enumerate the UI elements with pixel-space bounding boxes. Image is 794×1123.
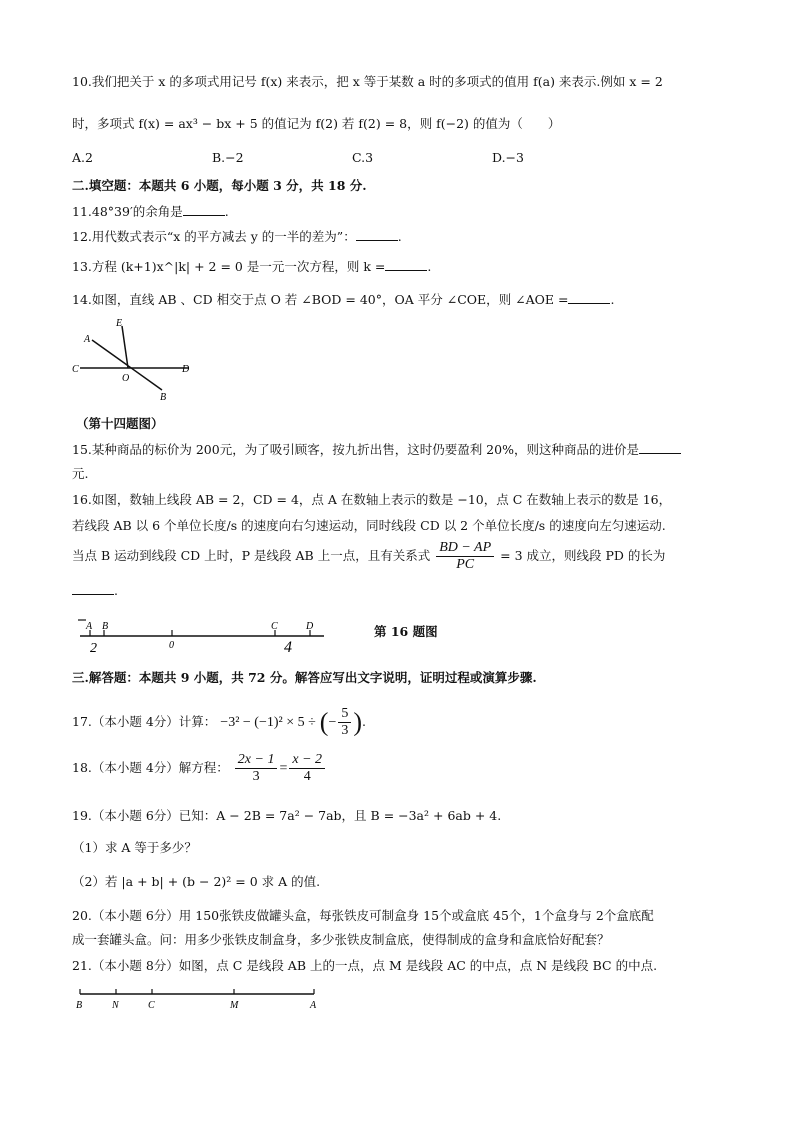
q16-line1: 16.如图，数轴上线段 AB = 2，CD = 4，点 A 在数轴上表示的数是 −10，点 C 在数轴上表示的数是 16， (72, 492, 672, 507)
q19-line1: 19.（本小题 6分）已知：A − 2B = 7a² − 7ab，且 B = −3a² + 6ab + 4. (72, 808, 502, 823)
label-c: C (271, 621, 278, 632)
figure-21 (72, 986, 332, 1016)
fig14-caption: （第十四题图） (76, 416, 164, 431)
frac-denominator: 4 (303, 769, 311, 784)
minus-sign: − (328, 715, 337, 730)
answer-blank (639, 441, 681, 454)
frac-denominator: PC (456, 557, 475, 572)
option-b: B.−2 (212, 150, 244, 165)
label-c: C (148, 1000, 155, 1011)
q20-line1: 20.（本小题 6分）用 150张铁皮做罐头盒，每张铁皮可制盒身 15个或盒底 45个，1个盒身与 2个盒底配 (72, 908, 654, 923)
q15-line2: 元. (72, 466, 89, 481)
q12: 12.用代数式表示“x 的平方减去 y 的一半的差为”： . (72, 229, 402, 244)
fig16-caption: 第 16 题图 (374, 624, 438, 639)
figure-14 (70, 314, 200, 404)
section3-title: 三.解答题：本题共 9 小题，共 72 分。解答应写出文字说明，证明过程或演算步骤. (72, 670, 537, 685)
answer-blank (183, 203, 225, 216)
label-b: B (76, 1000, 83, 1011)
frac-numerator: BD − AP (436, 540, 494, 557)
paren-open: ( (319, 707, 329, 737)
frac-denominator: 3 (252, 769, 260, 784)
q14-text: 14.如图，直线 AB 、CD 相交于点 O 若 ∠BOD = 40°，OA 平分 ∠COE，则 ∠AOE = (72, 292, 569, 307)
label-b: B (102, 621, 109, 632)
q10-line1: 10.我们把关于 x 的多项式用记号 f(x) 来表示，把 x 等于某数 a 时的多项式的值用 f(a) 来表示.例如 x = 2 (72, 74, 663, 89)
q13: 13.方程 (k+1)x^|k| + 2 = 0 是一元一次方程，则 k = . (72, 259, 432, 274)
label-n: N (112, 1000, 119, 1011)
answer-blank (356, 228, 398, 241)
handwritten-2: 2 (90, 641, 97, 656)
label-d: D (306, 621, 314, 632)
q18-left-fraction (235, 752, 278, 785)
q19-sub2: （2）若 |a + b| + (b − 2)² = 0 求 A 的值. (72, 874, 321, 889)
frac-numerator: x − 2 (289, 752, 325, 769)
q14: 14.如图，直线 AB 、CD 相交于点 O 若 ∠BOD = 40°，OA 平分 ∠COE，则 ∠AOE = . (72, 292, 615, 307)
q11-text: 11.48°39′的余角是 (72, 204, 183, 219)
answer-blank (568, 291, 610, 304)
q13-text: 13.方程 (k+1)x^|k| + 2 = 0 是一元一次方程，则 k = (72, 259, 386, 274)
paren-close: ) (353, 707, 363, 737)
option-c: C.3 (352, 150, 374, 165)
q12-text: 12.用代数式表示“x 的平方减去 y 的一半的差为”： (72, 229, 356, 244)
label-e: E (116, 318, 123, 329)
q16-line2: 若线段 AB 以 6 个单位长度/s 的速度向右匀速运动，同时线段 CD 以 2 个单位长度/s 的速度向左匀速运动. (72, 518, 666, 533)
option-d: D.−3 (492, 150, 524, 165)
answer-blank (72, 582, 114, 595)
q18-text: 18.（本小题 4分）解方程： (72, 760, 229, 775)
q10-line2: 时，多项式 f(x) = ax³ − bx + 5 的值记为 f(2) 若 f(2) = 8，则 f(−2) 的值为（ ） (72, 116, 561, 131)
label-m: M (230, 1000, 239, 1011)
label-o: O (122, 373, 130, 384)
q19-sub1: （1）求 A 等于多少？ (72, 840, 197, 855)
label-a: A (86, 621, 93, 632)
frac-numerator: 5 (338, 706, 351, 723)
q17-text: 17.（本小题 4分）计算： (72, 714, 217, 729)
label-b: B (160, 392, 167, 403)
section2-title: 二.填空题：本题共 6 小题，每小题 3 分，共 18 分. (72, 178, 367, 193)
q15-line1 (72, 440, 681, 458)
label-c: C (72, 364, 79, 375)
handwritten-4: 4 (284, 639, 292, 656)
q17: 17.（本小题 4分）计算： −3² − (−1)² × 5 ÷ (− $\frac{5}{3}$ ). (72, 706, 366, 738)
q18-right-fraction (289, 752, 325, 785)
q17-expr: −3² − (−1)² × 5 ÷ (220, 715, 316, 730)
figure-16 (72, 614, 332, 658)
label-d: D (182, 364, 190, 375)
q16-line3b: = 3 成立，则线段 PD 的长为 (500, 548, 666, 563)
frac-denominator: 3 (341, 723, 349, 738)
option-a: A.2 (72, 150, 93, 165)
label-a: A (310, 1000, 317, 1011)
q16-fraction (436, 540, 494, 573)
q18 (72, 752, 327, 785)
answer-blank (385, 258, 427, 271)
equals-sign: = (279, 761, 288, 776)
q21: 21.（本小题 8分）如图，点 C 是线段 AB 上的一点，点 M 是线段 AC 的中点，点 N 是线段 BC 的中点. (72, 958, 658, 973)
label-zero: 0 (169, 640, 174, 651)
q11: 11.48°39′的余角是 . (72, 204, 229, 219)
q16-line3 (72, 540, 665, 573)
frac-numerator: 2x − 1 (235, 752, 278, 769)
q15-text: 15.某种商品的标价为 200元，为了吸引顾客，按九折出售，这时仍要盈利 20%，则这种商品的进价是 (72, 442, 639, 457)
q20-line2: 成一套罐头盒。问：用多少张铁皮制盒身，多少张铁皮制盒底，使得制成的盒身和盒底恰好配套？ (72, 932, 610, 947)
q17-fraction (338, 706, 351, 739)
q16-line3a: 当点 B 运动到线段 CD 上时，P 是线段 AB 上一点，且有关系式 (72, 548, 431, 563)
label-a: A (84, 334, 91, 345)
q16-line4: . (72, 582, 118, 598)
